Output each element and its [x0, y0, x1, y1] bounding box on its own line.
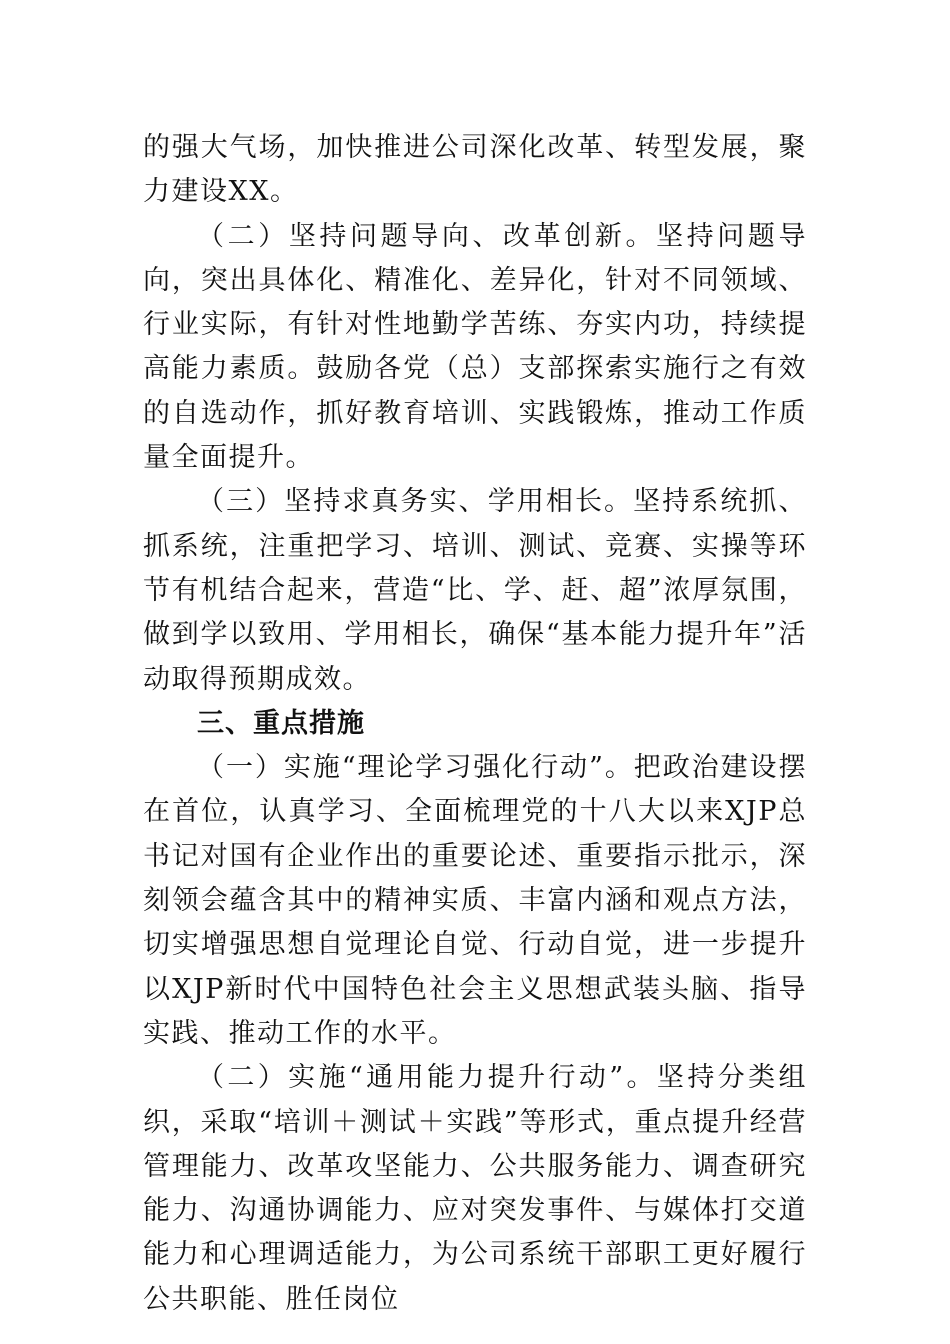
paragraph-measure-1: （一）实施“理论学习强化行动”。把政治建设摆在首位，认真学习、全面梳理党的十八大以来XJP总书记对国有企业作出的重要论述、重要指示批示，深刻领会蕴含其中的精神实质、丰富内涵和观点方法，切实增强思想自觉理论自觉、行动自觉，进一步提升以XJP新时代中国特色社会主义思想武装头脑、指导实践、推动工作的水平。: [143, 752, 807, 1049]
document-page: [143, 126, 807, 1322]
paragraph-principle-3: （三）坚持求真务实、学用相长。坚持系统抓、抓系统，注重把学习、培训、测试、竞赛、实操等环节有机结合起来，营造“比、学、赶、超”浓厚氛围，做到学以致用、学用相长，确保“基本能力提升年”活动取得预期成效。: [143, 486, 807, 695]
paragraph-continuation: 的强大气场，加快推进公司深化改革、转型发展，聚力建设XX。: [143, 132, 807, 208]
section-heading-key-measures: 三、重点措施: [197, 707, 365, 739]
paragraph-measure-2: （二）实施“通用能力提升行动”。坚持分类组织，采取“培训＋测试＋实践”等形式，重点提升经营管理能力、改革攻坚能力、公共服务能力、调查研究能力、沟通协调能力、应对突发事件、与媒体打交道能力和心理调适能力，为公司系统干部职工更好履行公共职能、胜任岗位: [143, 1062, 807, 1315]
paragraph-principle-2: （二）坚持问题导向、改革创新。坚持问题导向，突出具体化、精准化、差异化，针对不同领域、行业实际，有针对性地勤学苦练、夯实内功，持续提高能力素质。鼓励各党（总）支部探索实施行之有效的自选动作，抓好教育培训、实践锻炼，推动工作质量全面提升。: [143, 220, 807, 474]
